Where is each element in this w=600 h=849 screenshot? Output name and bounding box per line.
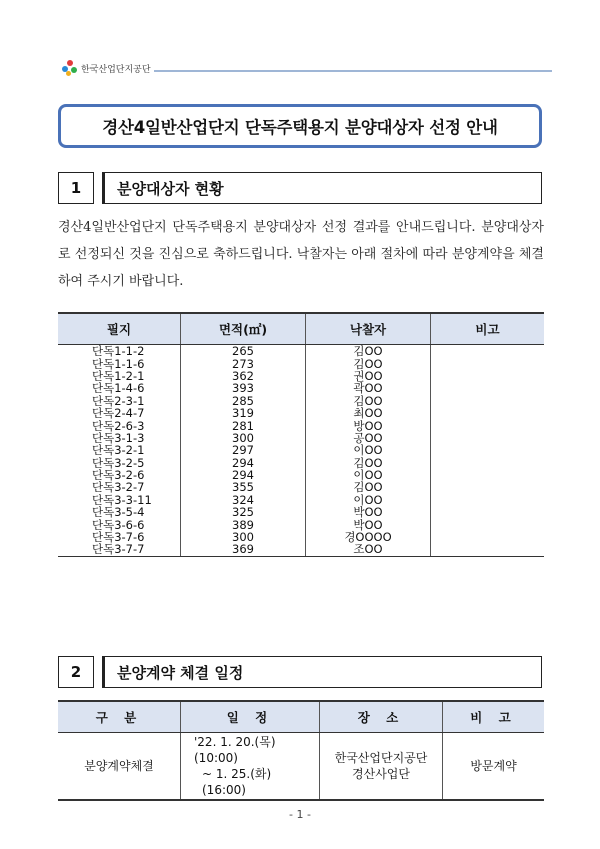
table-row — [58, 419, 544, 431]
schedule-place-line2: 경산사업단 — [352, 767, 410, 781]
cell-lot: 단독3-5-4 — [58, 506, 181, 518]
cell-lot: 단독3-7-7 — [58, 543, 181, 556]
schedule-end: ~ 1. 25.(화) (16:00) — [202, 767, 272, 797]
cell-note — [431, 345, 545, 358]
cell-winner: 이OO — [306, 494, 431, 506]
schedule-category: 분양계약체결 — [58, 733, 181, 801]
table-row — [58, 457, 544, 469]
cell-winner: 공OO — [306, 432, 431, 444]
cell-winner: 경OOOO — [306, 531, 431, 543]
header-divider — [154, 70, 552, 72]
cell-lot: 단독3-3-11 — [58, 494, 181, 506]
cell-lot: 단독2-4-7 — [58, 407, 181, 419]
cell-lot: 단독3-2-5 — [58, 457, 181, 469]
col-header-lot: 필지 — [58, 313, 181, 345]
cell-lot: 단독2-3-1 — [58, 395, 181, 407]
table-row — [58, 345, 544, 358]
section-2-number: 2 — [58, 656, 94, 688]
org-name: 한국산업단지공단 — [81, 64, 151, 75]
section-2-title: 분양계약 체결 일정 — [102, 656, 542, 688]
org-logo-icon — [62, 60, 78, 76]
cell-note — [431, 357, 545, 369]
cell-lot: 단독3-2-6 — [58, 469, 181, 481]
schedule-table-header — [58, 701, 544, 733]
schedule-place-line1: 한국산업단지공단 — [334, 751, 428, 765]
col-header-winner: 낙찰자 — [306, 313, 431, 345]
schedule-dates — [181, 733, 320, 801]
document-title-box — [58, 104, 542, 148]
cell-note — [431, 370, 545, 382]
cell-winner: 최OO — [306, 407, 431, 419]
cell-winner: 곽OO — [306, 382, 431, 394]
cell-lot: 단독1-1-6 — [58, 357, 181, 369]
section-1-heading — [58, 172, 542, 204]
page-header — [62, 60, 552, 80]
cell-area: 265 — [181, 345, 306, 358]
section-1-number: 1 — [58, 172, 94, 204]
table-row — [58, 382, 544, 394]
col-header-schedule: 일 정 — [181, 701, 320, 733]
table-row — [58, 543, 544, 556]
schedule-start: '22. 1. 20.(목) (10:00) — [194, 735, 276, 765]
table-row — [58, 395, 544, 407]
cell-area: 362 — [181, 370, 306, 382]
org-logo — [62, 60, 151, 76]
schedule-note: 방문계약 — [443, 733, 545, 801]
cell-winner: 김OO — [306, 357, 431, 369]
cell-area: 369 — [181, 543, 306, 556]
cell-note — [431, 506, 545, 518]
cell-area: 281 — [181, 419, 306, 431]
schedule-place — [320, 733, 443, 801]
cell-lot: 단독3-6-6 — [58, 518, 181, 530]
cell-note — [431, 382, 545, 394]
cell-lot: 단독3-2-1 — [58, 444, 181, 456]
cell-area: 393 — [181, 382, 306, 394]
page-number: - 1 - — [289, 808, 311, 821]
col-header-area: 면적(㎡) — [181, 313, 306, 345]
cell-area: 325 — [181, 506, 306, 518]
cell-lot: 단독3-2-7 — [58, 481, 181, 493]
cell-winner: 박OO — [306, 518, 431, 530]
cell-lot: 단독3-7-6 — [58, 531, 181, 543]
cell-winner: 방OO — [306, 419, 431, 431]
cell-note — [431, 395, 545, 407]
cell-note — [431, 531, 545, 543]
cell-area: 297 — [181, 444, 306, 456]
cell-note — [431, 457, 545, 469]
cell-winner: 박OO — [306, 506, 431, 518]
table-row — [58, 357, 544, 369]
winner-table — [58, 312, 544, 557]
winner-table-header — [58, 313, 544, 345]
cell-area: 285 — [181, 395, 306, 407]
cell-area: 300 — [181, 531, 306, 543]
schedule-row — [58, 733, 544, 801]
table-row — [58, 518, 544, 530]
cell-note — [431, 432, 545, 444]
schedule-table — [58, 700, 544, 801]
cell-winner: 조OO — [306, 543, 431, 556]
col-header-remark: 비 고 — [443, 701, 545, 733]
document-title: 경산4일반산업단지 단독주택용지 분양대상자 선정 안내 — [102, 118, 498, 137]
table-row — [58, 444, 544, 456]
cell-winner: 이OO — [306, 444, 431, 456]
cell-winner: 김OO — [306, 481, 431, 493]
cell-note — [431, 518, 545, 530]
table-row — [58, 469, 544, 481]
table-row — [58, 506, 544, 518]
cell-winner: 김OO — [306, 457, 431, 469]
cell-winner: 이OO — [306, 469, 431, 481]
cell-note — [431, 481, 545, 493]
section-1-title: 분양대상자 현황 — [102, 172, 542, 204]
cell-area: 273 — [181, 357, 306, 369]
cell-note — [431, 543, 545, 556]
cell-area: 389 — [181, 518, 306, 530]
cell-area: 319 — [181, 407, 306, 419]
intro-paragraph: 경산4일반산업단지 단독주택용지 분양대상자 선정 결과를 안내드립니다. 분양대상자로 선정되신 것을 진심으로 축하드립니다. 낙찰자는 아래 절차에 따라 분양계약을 체결하여 주시기 바랍니다. — [58, 220, 544, 289]
cell-winner: 김OO — [306, 395, 431, 407]
cell-area: 355 — [181, 481, 306, 493]
cell-winner: 김OO — [306, 345, 431, 358]
cell-lot: 단독1-2-1 — [58, 370, 181, 382]
cell-lot: 단독2-6-3 — [58, 419, 181, 431]
col-header-note: 비고 — [431, 313, 545, 345]
table-row — [58, 432, 544, 444]
table-row — [58, 481, 544, 493]
cell-lot: 단독3-1-3 — [58, 432, 181, 444]
col-header-category: 구 분 — [58, 701, 181, 733]
cell-lot: 단독1-4-6 — [58, 382, 181, 394]
table-row — [58, 407, 544, 419]
table-row — [58, 494, 544, 506]
cell-winner: 권OO — [306, 370, 431, 382]
col-header-place: 장 소 — [320, 701, 443, 733]
table-row — [58, 370, 544, 382]
cell-area: 324 — [181, 494, 306, 506]
cell-area: 294 — [181, 457, 306, 469]
table-row — [58, 531, 544, 543]
cell-note — [431, 419, 545, 431]
cell-area: 294 — [181, 469, 306, 481]
cell-note — [431, 469, 545, 481]
cell-note — [431, 494, 545, 506]
cell-area: 300 — [181, 432, 306, 444]
cell-note — [431, 407, 545, 419]
cell-note — [431, 444, 545, 456]
cell-lot: 단독1-1-2 — [58, 345, 181, 358]
section-2-heading — [58, 656, 542, 688]
